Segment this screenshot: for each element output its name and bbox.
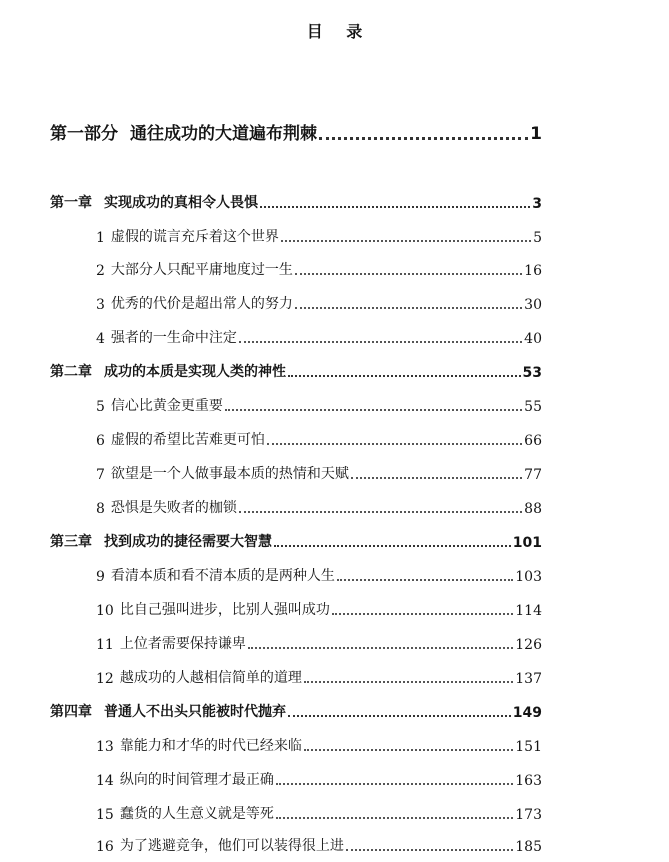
section-number: 5 <box>96 399 105 415</box>
page-number: 149 <box>512 705 542 721</box>
page-number: 185 <box>515 839 542 855</box>
chapter-title: 成功的本质是实现人类的神性 <box>104 364 286 380</box>
section-title: 蠢货的人生意义就是等死 <box>119 806 274 822</box>
toc-section-entry[interactable] <box>96 597 542 619</box>
dot-leader <box>267 443 522 445</box>
page-number: 126 <box>515 637 542 653</box>
section-title: 优秀的代价是超出常人的努力 <box>110 296 293 312</box>
page-number: 53 <box>522 365 542 381</box>
section-number: 12 <box>96 671 114 687</box>
toc-section-entry[interactable] <box>96 495 542 517</box>
page-number: 114 <box>515 603 542 619</box>
section-number: 10 <box>96 603 114 619</box>
toc-section-entry[interactable] <box>96 631 542 653</box>
section-title: 纵向的时间管理才最正确 <box>119 772 274 788</box>
dot-leader <box>239 341 522 343</box>
chapter-label: 第二章 <box>50 364 92 380</box>
page-number: 88 <box>524 501 542 517</box>
dot-leader <box>332 613 513 615</box>
toc-section-entry[interactable] <box>96 427 542 449</box>
dot-leader <box>248 647 513 649</box>
dot-leader <box>351 477 522 479</box>
section-title: 信心比黄金更重要 <box>110 398 223 414</box>
page-number: 16 <box>524 263 542 279</box>
toc-section-entry[interactable] <box>96 665 542 687</box>
section-title: 虚假的谎言充斥着这个世界 <box>110 229 279 245</box>
dot-leader <box>288 375 521 377</box>
page-number: 101 <box>512 535 542 551</box>
page-number: 55 <box>524 399 542 415</box>
page-number: 173 <box>515 807 542 823</box>
dot-leader <box>304 681 513 683</box>
part-title: 通往成功的大道遍布荆棘 <box>130 124 317 144</box>
page-number: 40 <box>524 331 542 347</box>
page-number: 30 <box>524 297 542 313</box>
toc-section-entry[interactable] <box>96 393 542 415</box>
dot-leader <box>225 409 522 411</box>
section-number: 8 <box>96 501 105 517</box>
section-title: 虚假的希望比苦难更可怕 <box>110 432 265 448</box>
section-number: 15 <box>96 807 114 823</box>
toc-section-entry[interactable] <box>96 733 542 755</box>
toc-part-entry[interactable] <box>50 120 542 144</box>
toc-section-entry[interactable] <box>96 257 542 279</box>
toc-chapter-entry[interactable] <box>50 190 542 212</box>
section-title: 看清本质和看不清本质的是两种人生 <box>110 568 335 584</box>
part-label: 第一部分 <box>50 124 118 144</box>
toc-section-entry[interactable] <box>96 767 542 789</box>
dot-leader <box>304 749 513 751</box>
page-number: 103 <box>515 569 542 585</box>
chapter-label: 第一章 <box>50 195 92 211</box>
dot-leader <box>276 817 513 819</box>
toc-section-entry[interactable] <box>96 291 542 313</box>
toc-section-entry[interactable] <box>96 563 542 585</box>
dot-leader <box>288 715 511 717</box>
section-number: 1 <box>96 230 105 246</box>
dot-leader <box>274 545 511 547</box>
page-number: 5 <box>533 230 542 246</box>
section-title: 恐惧是失败者的枷锁 <box>110 500 237 516</box>
page-number: 163 <box>515 773 542 789</box>
page-number: 1 <box>530 124 542 144</box>
toc-chapter-entry[interactable] <box>50 699 542 721</box>
section-title: 强者的一生命中注定 <box>110 330 237 346</box>
page-number: 137 <box>515 671 542 687</box>
chapter-title: 普通人不出头只能被时代抛弃 <box>104 704 286 720</box>
page-number: 151 <box>515 739 542 755</box>
chapter-label: 第三章 <box>50 534 92 550</box>
dot-leader <box>295 273 522 275</box>
page-title: 目 录 <box>306 22 372 41</box>
page-number: 3 <box>532 196 542 212</box>
toc-section-entry[interactable] <box>96 801 542 823</box>
section-title: 为了逃避竞争，他们可以装得很上进 <box>119 838 344 854</box>
toc-chapter-entry[interactable] <box>50 359 542 381</box>
section-number: 16 <box>96 839 114 855</box>
toc-section-entry[interactable] <box>96 325 542 347</box>
toc-section-entry[interactable] <box>96 224 542 246</box>
chapter-label: 第四章 <box>50 704 92 720</box>
dot-leader <box>260 206 530 208</box>
page-number: 77 <box>524 467 542 483</box>
section-number: 3 <box>96 297 105 313</box>
dot-leader <box>337 579 513 581</box>
section-title: 上位者需要保持谦卑 <box>119 636 246 652</box>
section-number: 11 <box>96 637 114 653</box>
section-title: 比自己强叫进步，比别人强叫成功 <box>119 602 330 618</box>
section-number: 2 <box>96 263 105 279</box>
section-number: 6 <box>96 433 105 449</box>
section-title: 欲望是一个人做事最本质的热情和天赋 <box>110 466 349 482</box>
section-title: 越成功的人越相信简单的道理 <box>119 670 302 686</box>
section-number: 14 <box>96 773 114 789</box>
dot-leader <box>276 783 513 785</box>
toc-chapter-entry[interactable] <box>50 529 542 551</box>
dot-leader <box>239 511 522 513</box>
dot-leader <box>281 240 531 242</box>
section-number: 7 <box>96 467 105 483</box>
page-number: 66 <box>524 433 542 449</box>
dot-leader <box>295 307 522 309</box>
section-number: 13 <box>96 739 114 755</box>
section-number: 9 <box>96 569 105 585</box>
section-number: 4 <box>96 331 105 347</box>
section-title: 大部分人只配平庸地度过一生 <box>110 262 293 278</box>
chapter-title: 实现成功的真相令人畏惧 <box>104 195 258 211</box>
toc-section-entry[interactable] <box>96 461 542 483</box>
toc-section-entry[interactable] <box>96 833 542 855</box>
section-title: 靠能力和才华的时代已经来临 <box>119 738 302 754</box>
dot-leader <box>319 137 528 140</box>
dot-leader <box>346 849 513 851</box>
chapter-title: 找到成功的捷径需要大智慧 <box>104 534 272 550</box>
